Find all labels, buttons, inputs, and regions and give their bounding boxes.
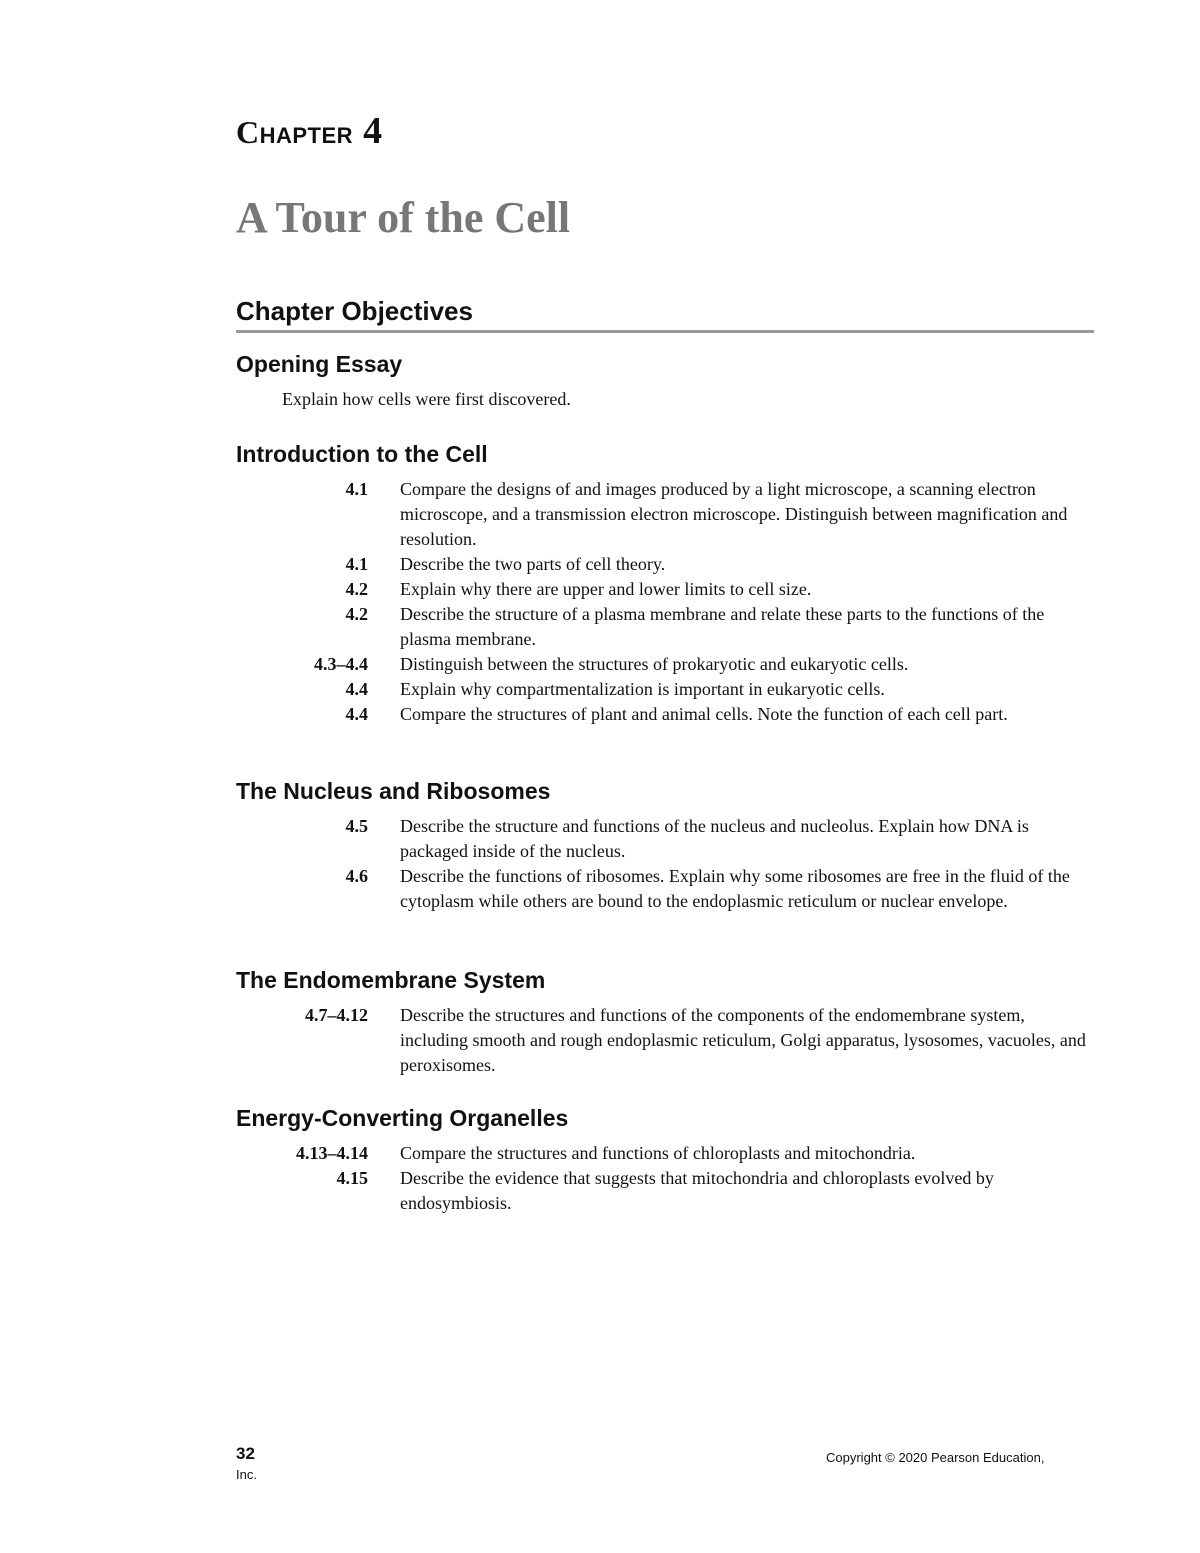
objective-text: Describe the structures and functions of the components of the endomembrane system, including smooth and rough endoplasmic reticulum, Golgi apparatus, lysosomes, vacuoles, and peroxisomes. [400,1004,1086,1075]
section-heading: Introduction to the Cell [236,441,488,467]
copyright-notice: Copyright © 2020 Pearson Education, [826,1450,1045,1465]
objective-text: Describe the structure of a plasma membrane and relate these parts to the functions of the plasma membrane. [400,603,1045,649]
objective-row [236,1166,1096,1216]
objective-code: 4.7–4.12 [305,1004,368,1025]
objective-text: Describe the functions of ribosomes. Explain why some ribosomes are free in the fluid of the cytoplasm while others are bound to the endoplasmic reticulum or nuclear envelope. [400,865,1070,911]
objective-text: Distinguish between the structures of prokaryotic and eukaryotic cells. [400,653,909,674]
objective-text: Describe the two parts of cell theory. [400,553,666,574]
section-heading: The Nucleus and Ribosomes [236,778,551,804]
objective-text: Explain why compartmentalization is important in eukaryotic cells. [400,678,885,699]
objective-text: Explain why there are upper and lower limits to cell size. [400,578,812,599]
objective-text: Compare the designs of and images produced by a light microscope, a scanning electron microscope, and a transmission electron microscope. Distinguish between magnification and resolution. [400,478,1068,549]
objective-text: Compare the structures and functions of chloroplasts and mitochondria. [400,1142,916,1163]
objective-row [236,577,1096,602]
objective-row [236,652,1096,677]
section-heading: Energy-Converting Organelles [236,1105,569,1131]
objective-code: 4.5 [345,815,368,836]
objective-row [236,602,1096,652]
objective-row [236,477,1096,552]
objective-text: Describe the evidence that suggests that mitochondria and chloroplasts evolved by endosymbiosis. [400,1167,994,1213]
copyright-continuation: Inc. [236,1467,257,1482]
chapter-title: A Tour of the Cell [236,193,571,242]
essay-objective: Explain how cells were first discovered. [282,388,571,409]
objective-row [236,1141,1096,1166]
objective-text: Describe the structure and functions of the nucleus and nucleolus. Explain how DNA is packaged inside of the nucleus. [400,815,1029,861]
objective-row [236,552,1096,577]
section-nucleus-ribosomes [236,777,1096,914]
objective-code: 4.3–4.4 [314,653,368,674]
chapter-number: 4 [363,110,383,152]
objectives-heading: Chapter Objectives [236,296,473,326]
section-endomembrane [236,966,1096,1078]
objective-row [236,702,1096,727]
objective-text: Compare the structures of plant and animal cells. Note the function of each cell part. [400,703,1008,724]
objective-row [236,864,1096,914]
chapter-label-rest: HAPTER [259,123,354,148]
objective-code: 4.4 [345,703,368,724]
objective-code: 4.2 [345,603,368,624]
heading-rule [236,330,1094,333]
objective-code: 4.6 [345,865,368,886]
objective-code: 4.1 [345,478,368,499]
objective-code: 4.4 [345,678,368,699]
chapter-label [236,112,383,150]
page-number: 32 [236,1444,255,1463]
section-opening-essay [236,350,1096,412]
objective-code: 4.13–4.14 [296,1142,368,1163]
chapter-label-initial: C [236,114,260,150]
objective-row [236,1003,1096,1078]
section-introduction [236,440,1096,727]
objective-row [236,677,1096,702]
objective-row [236,814,1096,864]
objective-code: 4.1 [345,553,368,574]
section-heading: Opening Essay [236,351,403,377]
objective-code: 4.2 [345,578,368,599]
objective-code: 4.15 [336,1167,368,1188]
section-energy-organelles [236,1104,1096,1216]
section-heading: The Endomembrane System [236,967,546,993]
